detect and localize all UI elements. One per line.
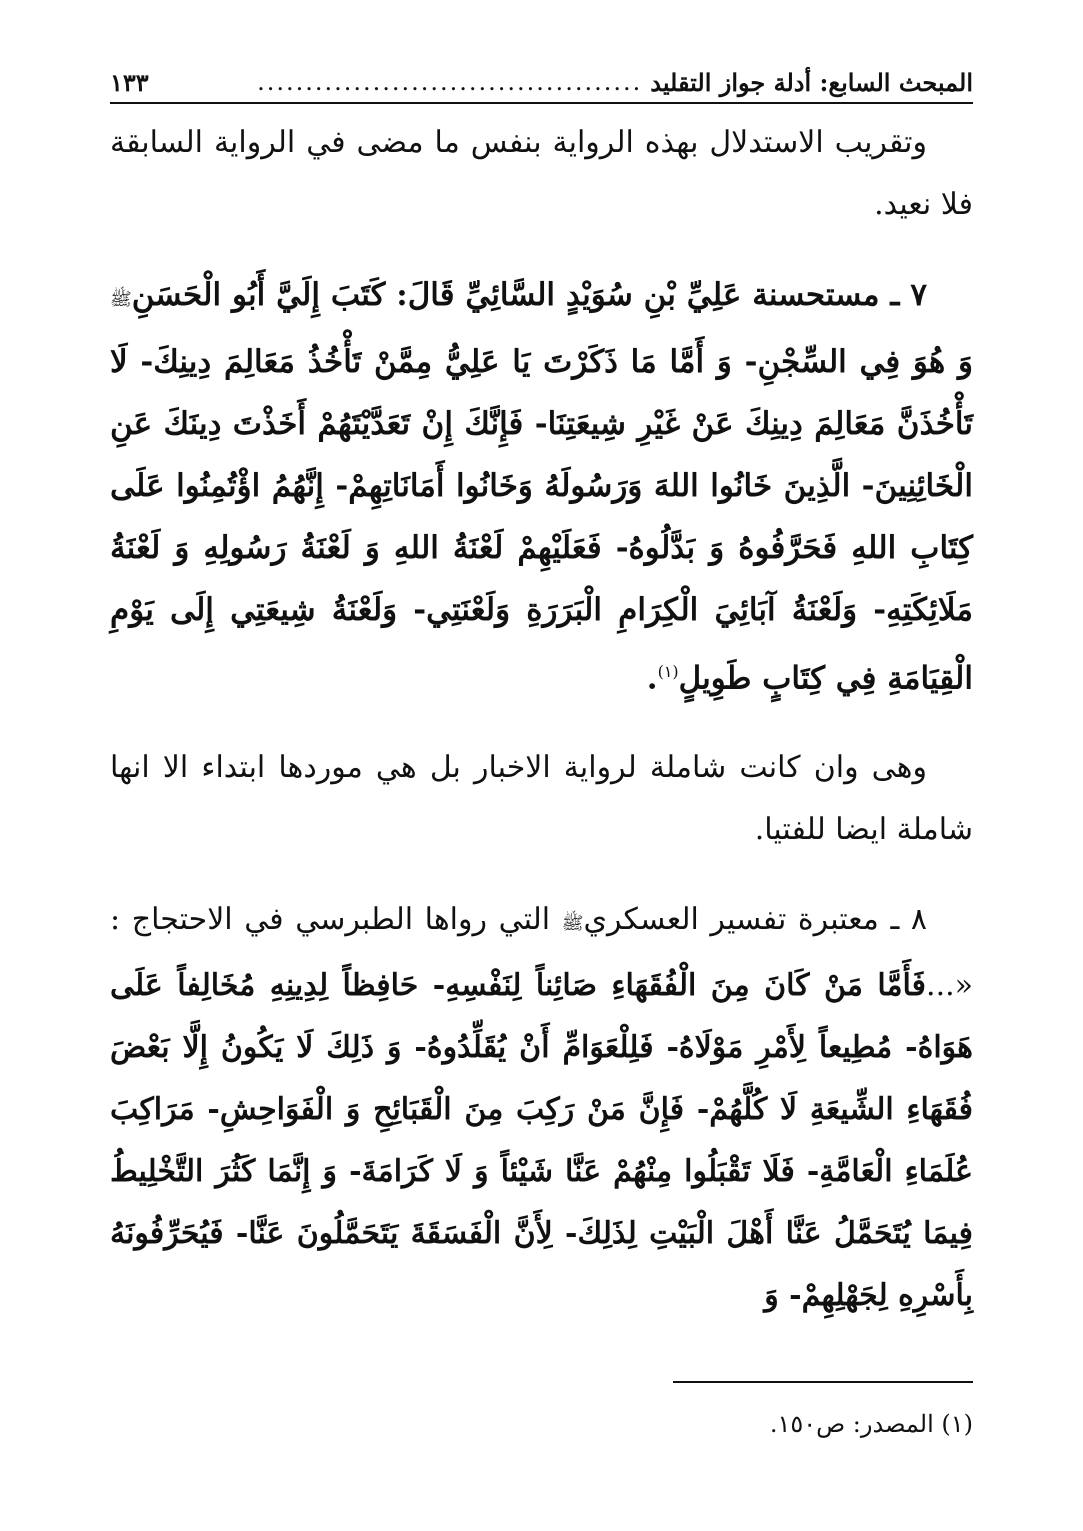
paragraph-text: وهى وان كانت شاملة لرواية الاخبار بل هي موردها ابتداء الا انها شاملة ايضا للفتيا. <box>110 750 973 848</box>
leader-dots: ........................................ <box>257 68 643 96</box>
footnote: (١) المصدر: ص١٥٠. <box>769 1410 973 1438</box>
honorific-symbol: ﷺ <box>110 289 132 310</box>
hadith-end: . <box>646 660 658 697</box>
hadith-intro: ٨ ـ معتبرة تفسير العسكري <box>583 902 928 938</box>
running-header <box>110 62 973 104</box>
footnote-reference[interactable]: (١) <box>657 662 679 681</box>
hadith-text: وَ هُوَ فِي السِّجْنِ- وَ أَمَّا مَا ذَكَرْتَ يَا عَلِيُّ مِمَّنْ تَأْخُذُ مَعَالِمَ دِينِكَ- لَا تَأْخُذَنَّ مَعَالِمَ دِينِكَ عَنْ غَيْرِ شِيعَتِنَا- فَإِنَّكَ إِنْ تَعَدَّيْتَهُمْ أَخَذْتَ دِينَكَ عَنِ الْخَائِنِينَ- الَّذِينَ خَانُوا اللهَ وَرَسُولَهُ وَخَانُوا أَمَانَاتِهِمْ- إِنَّهُمُ اؤْتُمِنُوا عَلَى كِتَابِ اللهِ فَحَرَّفُوهُ وَ بَدَّلُوهُ- فَعَلَيْهِمْ لَعْنَةُ اللهِ وَ لَعْنَةُ رَسُولِهِ وَ لَعْنَةُ مَلَائِكَتِهِ- وَلَعْنَةُ آبَائِيَ الْكِرَامِ الْبَرَرَةِ وَلَعْنَتِي- وَلَعْنَةُ شِيعَتِي إِلَى يَوْمِ الْقِيَامَةِ فِي كِتَابٍ طَوِيلٍ <box>110 344 973 697</box>
paragraph-hadith-8 <box>110 889 973 1327</box>
hadith-source: التي رواها الطبرسي في الاحتجاج : «... <box>110 902 973 1004</box>
hadith-quote: فَأَمَّا مَنْ كَانَ مِنَ الْفُقَهَاءِ صَائِناً لِنَفْسِهِ- حَافِظاً لِدِينِهِ مُخَالِفاً عَلَى هَوَاهُ- مُطِيعاً لِأَمْرِ مَوْلَاهُ- فَلِلْعَوَامِّ أَنْ يُقَلِّدُوهُ- وَ ذَلِكَ لَا يَكُونُ إِلَّا بَعْضَ فُقَهَاءِ الشِّيعَةِ لَا كُلَّهُمْ- فَإِنَّ مَنْ رَكِبَ مِنَ الْقَبَائِحِ وَ الْفَوَاحِشِ- مَرَاكِبَ عُلَمَاءِ الْعَامَّةِ- فَلَا تَقْبَلُوا مِنْهُمْ عَنَّا شَيْئاً وَ لَا كَرَامَةَ- وَ إِنَّمَا كَثُرَ التَّخْلِيطُ فِيمَا يُتَحَمَّلُ عَنَّا أَهْلَ الْبَيْتِ لِذَلِكَ- لِأَنَّ الْفَسَقَةَ يَتَحَمَّلُونَ عَنَّا- فَيُحَرِّفُونَهُ بِأَسْرِهِ لِجَهْلِهِمْ- وَ <box>110 968 973 1314</box>
footnote-divider <box>673 1381 973 1383</box>
paragraph-hadith-7 <box>110 264 973 709</box>
page-body <box>110 112 973 1327</box>
chapter-title: المبحث السابع: أدلة جواز التقليد <box>650 67 973 97</box>
page-number: ١٣٣ <box>110 67 149 97</box>
paragraph-text: وتقريب الاستدلال بهذه الرواية بنفس ما مضى في الرواية السابقة فلا نعيد. <box>110 125 973 222</box>
honorific-symbol: ﷺ <box>561 913 584 935</box>
paragraph-argument <box>110 112 973 236</box>
paragraph-commentary <box>110 737 973 861</box>
hadith-intro: ٧ ـ مستحسنة عَلِيِّ بْنِ سُوَيْدٍ السَّائِيِّ قَالَ: كَتَبَ إِلَيَّ أَبُو الْحَسَنِ <box>131 277 927 313</box>
